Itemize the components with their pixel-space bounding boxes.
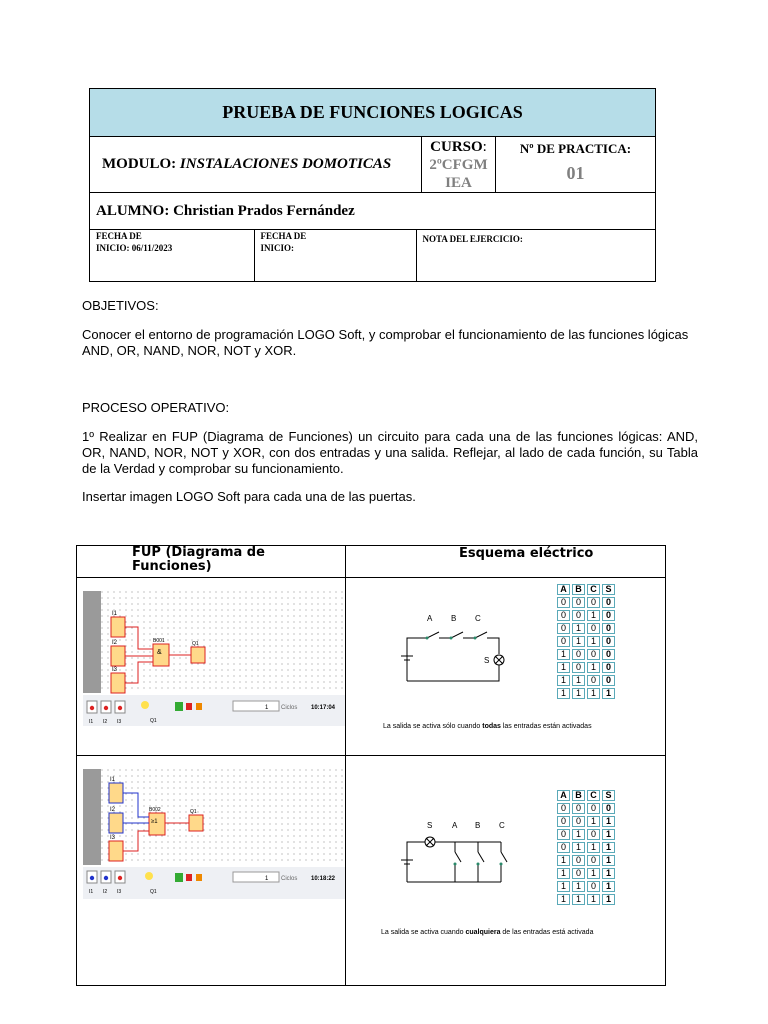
- truth-cell: 0: [587, 881, 600, 892]
- truth-cell: 1: [572, 623, 585, 634]
- fup1-label-i2: I2: [112, 640, 118, 646]
- truth-table-or: [555, 788, 617, 907]
- truth-cell: 1: [572, 636, 585, 647]
- fup2-func-label: B002: [149, 807, 161, 813]
- truth-row: [557, 636, 615, 647]
- truth-row: [557, 675, 615, 686]
- truth-cell: 1: [587, 816, 600, 827]
- truth-cell: 1: [587, 894, 600, 905]
- caption-or: La salida se activa cuando cualquiera de las entradas está activada: [381, 929, 594, 936]
- fup1-label-i1: I1: [112, 611, 118, 617]
- truth-cell: 0: [572, 610, 585, 621]
- truth-cell: 0: [572, 855, 585, 866]
- elec2-label-c: C: [499, 821, 505, 830]
- fup2-cycles-unit: Ciclos: [281, 876, 298, 882]
- truth-cell: 1: [587, 842, 600, 853]
- truth-cell: 0: [557, 623, 570, 634]
- fup-or-diagram: [83, 769, 345, 899]
- fecha-inicio-label: FECHA DE: [96, 231, 142, 241]
- truth-cell: 1: [587, 868, 600, 879]
- truth-cell: 1: [557, 881, 570, 892]
- truth-cell: 1: [602, 868, 615, 879]
- elec2-label-b: B: [475, 821, 481, 830]
- curso-value-1: 2ºCFGM: [429, 156, 488, 173]
- proceso-heading: PROCESO OPERATIVO:: [82, 400, 230, 415]
- truth-cell: 1: [572, 894, 585, 905]
- elec2-label-s: S: [427, 821, 433, 830]
- truth-header-cell: S: [602, 790, 615, 801]
- curso-colon: :: [482, 138, 487, 155]
- objetivos-text: Conocer el entorno de programación LOGO Soft, y comprobar el funcionamiento de las funciones lógicas AND, OR, NAND, NOR, NOT y XOR.: [82, 327, 689, 358]
- truth-cell: 1: [602, 688, 615, 699]
- curso-label: CURSO: [430, 138, 483, 155]
- truth-cell: 1: [557, 868, 570, 879]
- truth-row: [557, 623, 615, 634]
- truth-cell: 0: [557, 829, 570, 840]
- modulo-label: MODULO:: [102, 156, 177, 172]
- truth-cell: 1: [602, 816, 615, 827]
- truth-row: [557, 829, 615, 840]
- header-table: [89, 88, 656, 282]
- col-fup-header: FUP (Diagrama de Funciones): [132, 545, 265, 574]
- modulo-value: INSTALACIONES DOMOTICAS: [179, 156, 392, 172]
- elec-or-circuit: [377, 816, 527, 891]
- objetivos-heading: OBJETIVOS:: [82, 298, 159, 313]
- fup2-label-i3: I3: [110, 835, 116, 841]
- fup1-output-label: Q1: [192, 641, 199, 647]
- truth-header-cell: A: [557, 790, 570, 801]
- truth-row: [557, 855, 615, 866]
- truth-header-row: [557, 790, 615, 801]
- truth-cell: 0: [557, 842, 570, 853]
- truth-cell: 0: [602, 636, 615, 647]
- truth-cell: 1: [557, 649, 570, 660]
- truth-header-cell: B: [572, 584, 585, 595]
- truth-cell: 1: [602, 881, 615, 892]
- fup2-func-symbol: ≥1: [151, 819, 158, 825]
- truth-cell: 1: [587, 636, 600, 647]
- practica-value: 01: [566, 163, 585, 183]
- truth-cell: 0: [587, 803, 600, 814]
- truth-cell: 0: [572, 597, 585, 608]
- fecha-inicio-2-value: INICIO:: [260, 243, 295, 253]
- truth-header-cell: C: [587, 584, 600, 595]
- truth-cell: 0: [557, 636, 570, 647]
- truth-cell: 0: [602, 623, 615, 634]
- truth-cell: 1: [587, 688, 600, 699]
- proceso-insert-text: Insertar imagen LOGO Soft para cada una de las puertas.: [82, 489, 416, 504]
- fecha-inicio-2-label: FECHA DE: [260, 231, 307, 241]
- fup1-bottom-i2: I2: [103, 719, 108, 725]
- truth-cell: 1: [557, 662, 570, 673]
- truth-cell: 0: [587, 597, 600, 608]
- elec1-lamp-label: S: [484, 656, 490, 665]
- truth-row: [557, 894, 615, 905]
- truth-cell: 0: [587, 623, 600, 634]
- truth-cell: 1: [572, 675, 585, 686]
- fup1-time: 10:17:04: [311, 705, 336, 711]
- fup2-label-i2: I2: [110, 807, 116, 813]
- truth-cell: 1: [572, 688, 585, 699]
- truth-table-and: [555, 582, 617, 701]
- truth-cell: 1: [557, 688, 570, 699]
- truth-cell: 0: [572, 803, 585, 814]
- fup1-label-i3: I3: [112, 667, 118, 673]
- fup2-label-i1: I1: [110, 777, 116, 783]
- truth-cell: 1: [572, 829, 585, 840]
- truth-cell: 0: [572, 816, 585, 827]
- fup2-time: 10:18:22: [311, 876, 336, 882]
- truth-cell: 0: [557, 803, 570, 814]
- elec1-label-a: A: [427, 614, 433, 623]
- truth-cell: 1: [602, 894, 615, 905]
- truth-cell: 0: [572, 662, 585, 673]
- truth-row: [557, 610, 615, 621]
- functions-table: [76, 545, 666, 986]
- truth-cell: 0: [572, 868, 585, 879]
- elec-and-circuit: [377, 606, 517, 696]
- fup1-cycles: 1: [265, 705, 269, 711]
- truth-row: [557, 868, 615, 879]
- fup2-cycles: 1: [265, 876, 269, 882]
- truth-header-cell: A: [557, 584, 570, 595]
- truth-cell: 0: [557, 610, 570, 621]
- fecha-inicio-cell: [90, 230, 254, 281]
- truth-row: [557, 803, 615, 814]
- truth-cell: 0: [572, 649, 585, 660]
- nota-cell: NOTA DEL EJERCICIO:: [416, 230, 655, 281]
- fecha-inicio-value: INICIO: 06/11/2023: [96, 243, 173, 253]
- proceso-paragraph: 1º Realizar en FUP (Diagrama de Funciones) un circuito para cada una de las funciones lógicas: AND, OR, NAND, NOR, NOT y XOR, con dos entradas y una salida. Reflejar, al lado de cada función, su Tabla de la Verdad y comprobar su funcionamiento.: [82, 429, 698, 476]
- truth-cell: 1: [557, 855, 570, 866]
- truth-cell: 1: [602, 829, 615, 840]
- curso-cell: [422, 137, 496, 193]
- truth-cell: 1: [587, 662, 600, 673]
- fup1-cycles-unit: Ciclos: [281, 705, 298, 711]
- elec1-label-c: C: [475, 614, 481, 623]
- fup2-bottom-i3: I3: [117, 889, 122, 895]
- truth-cell: 0: [602, 610, 615, 621]
- elec1-label-b: B: [451, 614, 457, 623]
- truth-cell: 0: [587, 855, 600, 866]
- fup1-bottom-i1: I1: [89, 719, 94, 725]
- truth-header-cell: S: [602, 584, 615, 595]
- truth-cell: 0: [602, 649, 615, 660]
- alumno-cell: ALUMNO: Christian Prados Fernández: [90, 193, 656, 230]
- fecha-inicio-2-cell: [254, 230, 416, 281]
- truth-header-row: [557, 584, 615, 595]
- practica-label: Nº DE PRACTICA:: [519, 141, 632, 156]
- truth-row: [557, 816, 615, 827]
- fup1-bottom-i3: I3: [117, 719, 122, 725]
- truth-cell: 1: [557, 675, 570, 686]
- truth-cell: 0: [587, 829, 600, 840]
- truth-cell: 0: [602, 803, 615, 814]
- truth-cell: 1: [557, 894, 570, 905]
- fup2-bottom-i1: I1: [89, 889, 94, 895]
- truth-cell: 0: [602, 675, 615, 686]
- caption-and: La salida se activa sólo cuando todas las entradas están activadas: [383, 723, 592, 730]
- curso-value-2: IEA: [445, 174, 472, 191]
- fup1-q-label: Q1: [150, 718, 157, 724]
- page-title: PRUEBA DE FUNCIONES LOGICAS: [90, 89, 656, 137]
- truth-cell: 1: [587, 610, 600, 621]
- truth-row: [557, 662, 615, 673]
- practica-cell: [496, 137, 656, 193]
- fup2-q-label: Q1: [150, 889, 157, 895]
- truth-cell: 1: [572, 842, 585, 853]
- truth-row: [557, 842, 615, 853]
- truth-cell: 0: [602, 662, 615, 673]
- truth-cell: 0: [587, 675, 600, 686]
- truth-header-cell: C: [587, 790, 600, 801]
- fup2-bottom-i2: I2: [103, 889, 108, 895]
- truth-cell: 1: [602, 855, 615, 866]
- elec2-label-a: A: [452, 821, 458, 830]
- truth-header-cell: B: [572, 790, 585, 801]
- fup2-output-label: Q1: [190, 809, 197, 815]
- truth-cell: 0: [557, 816, 570, 827]
- truth-row: [557, 597, 615, 608]
- fup1-func-label: B001: [153, 638, 165, 644]
- truth-cell: 0: [557, 597, 570, 608]
- truth-row: [557, 688, 615, 699]
- truth-cell: 0: [602, 597, 615, 608]
- fup-and-diagram: [83, 591, 345, 726]
- truth-cell: 1: [602, 842, 615, 853]
- col-esquema-header: Esquema eléctrico: [459, 546, 594, 561]
- truth-row: [557, 649, 615, 660]
- modulo-cell: [90, 137, 422, 193]
- truth-cell: 0: [587, 649, 600, 660]
- fup1-func-symbol: &: [157, 649, 162, 656]
- truth-cell: 1: [572, 881, 585, 892]
- truth-row: [557, 881, 615, 892]
